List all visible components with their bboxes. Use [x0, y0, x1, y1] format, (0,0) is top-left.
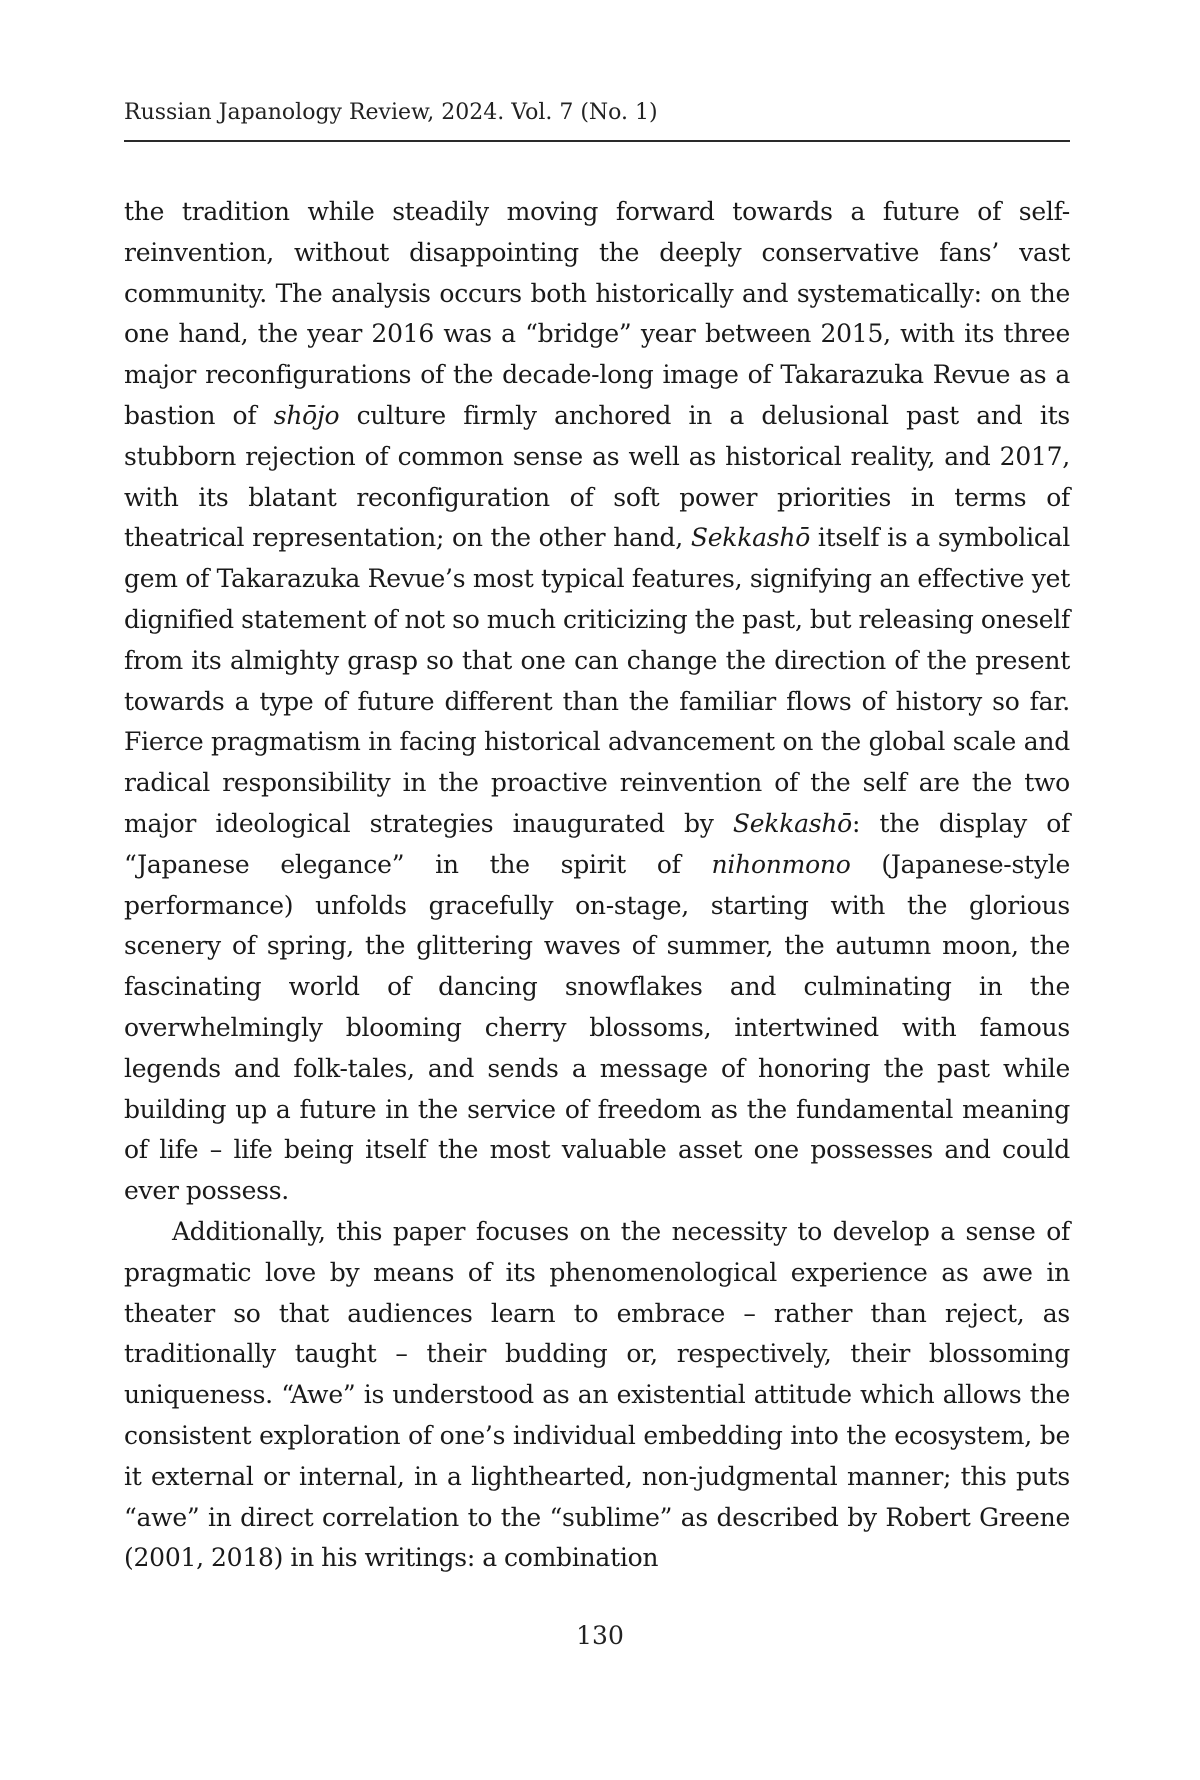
- italic-term-nihonmono: nihonmono: [711, 849, 851, 879]
- text-segment: (Japanese-style performance) unfolds gracefully on-stage, starting with the glorious scenery of spring, the glittering waves of summer, the autumn moon, the fascinating world of dancing snowflakes and culminating in the overwhelmingly blooming cherry blossoms, intertwined with famous legends and folk-tales, and sends a message of honoring the past while building up a future in the service of freedom as the fundamental meaning of life – life being itself the most valuable asset one possesses and could ever possess.: [124, 849, 1070, 1206]
- text-segment: itself is a symbolical gem of Takarazuka Revue’s most typical features, signifying an effective yet dignified statement of not so much criticizing the past, but releasing oneself from its almighty grasp so that one can change the direction of the present towards a type of future different than the familiar flows of history so far. Fierce pragmatism in facing historical advancement on the global scale and radical responsibility in the proactive reinvention of the self are the two major ideological strategies inaugurated by: [124, 523, 1071, 838]
- text-segment: culture firmly anchored in a delusional past and its stubborn rejection of common sense as well as historical reality, and 2017, with its blatant reconfiguration of soft power priorities in terms of theatrical representation; on the other hand,: [124, 400, 1070, 553]
- paragraph-continued: [124, 192, 1070, 1212]
- italic-term-sekkasho: Sekkashō: [732, 808, 852, 838]
- italic-term-shojo: shōjo: [273, 400, 340, 430]
- paragraph-additionally: Additionally, this paper focuses on the necessity to develop a sense of pragmatic love by means of its phenomenological experience as awe in theater so that audiences learn to embrace – rather than reject, as traditionally taught – their budding or, respectively, their blossoming uniqueness. “Awe” is understood as an existential attitude which allows the consistent exploration of one’s individual embedding into the ecosystem, be it external or internal, in a lighthearted, non-judgmental manner; this puts “awe” in direct correlation to the “sublime” as described by Robert Greene (2001, 2018) in his writings: a combination: [124, 1216, 1070, 1573]
- journal-running-title: Russian Japanology Review, 2024. Vol. 7 (No. 1): [124, 100, 658, 125]
- text-segment: : the display of “Japanese elegance” in the spirit of: [124, 808, 1070, 879]
- running-header: [124, 96, 1070, 142]
- article-body: [124, 192, 1070, 1579]
- text-segment: the tradition while steadily moving forward towards a future of self-reinvention, without disappointing the deeply conservative fans’ vast community. The analysis occurs both historically and systematically: on the one hand, the year 2016 was a “bridge” year between 2015, with its three major reconfigurations of the decade-long image of Takarazuka Revue as a bastion of: [124, 197, 1070, 430]
- italic-term-sekkasho: Sekkashō: [690, 523, 810, 553]
- page-number: 130: [576, 1621, 624, 1650]
